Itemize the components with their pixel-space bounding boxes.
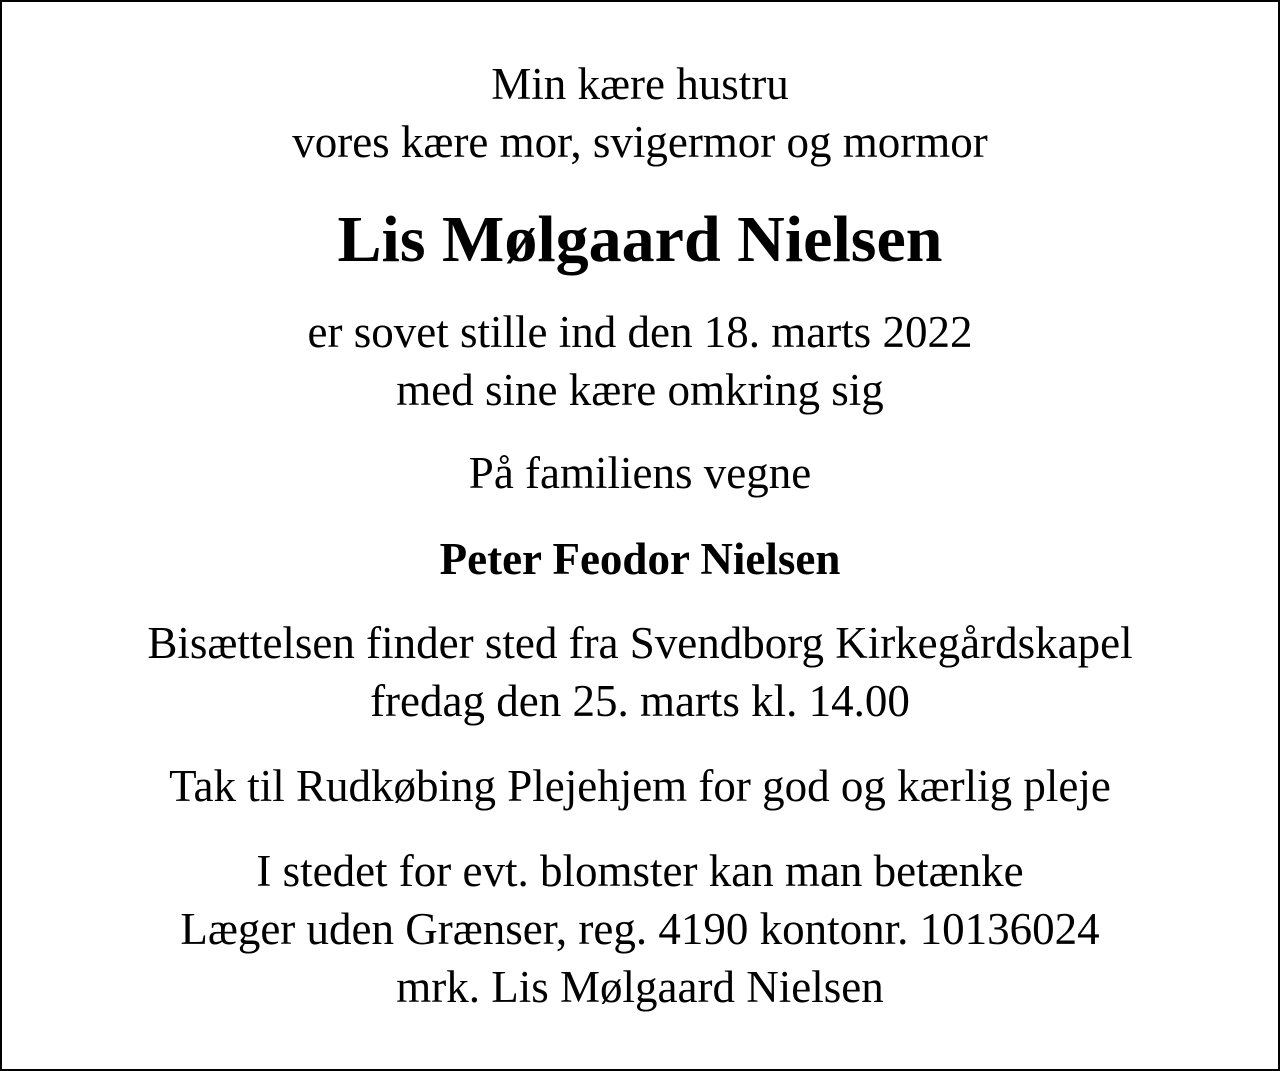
funeral-line-2: fredag den 25. marts kl. 14.00 [370, 676, 910, 726]
donation-line-2: Læger uden Grænser, reg. 4190 kontonr. 10136024 [180, 904, 1100, 954]
passing-line-1: er sovet stille ind den 18. marts 2022 [307, 307, 973, 357]
intro-line-1: Min kære hustru [491, 59, 789, 109]
signer-name: Peter Feodor Nielsen [439, 534, 841, 584]
passing-line-2: med sine kære omkring sig [396, 365, 884, 415]
donation-line-3: mrk. Lis Mølgaard Nielsen [396, 962, 884, 1012]
deceased-name: Lis Mølgaard Nielsen [337, 203, 943, 276]
thanks-text: Tak til Rudkøbing Plejehjem for god og kærlig pleje [169, 761, 1111, 811]
funeral-line-1: Bisættelsen finder sted fra Svendborg Kirkegårdskapel [147, 618, 1133, 668]
intro-line-2: vores kære mor, svigermor og mormor [292, 117, 988, 167]
on-behalf-text: På familiens vegne [468, 448, 812, 498]
donation-line-1: I stedet for evt. blomster kan man betænke [256, 846, 1024, 896]
